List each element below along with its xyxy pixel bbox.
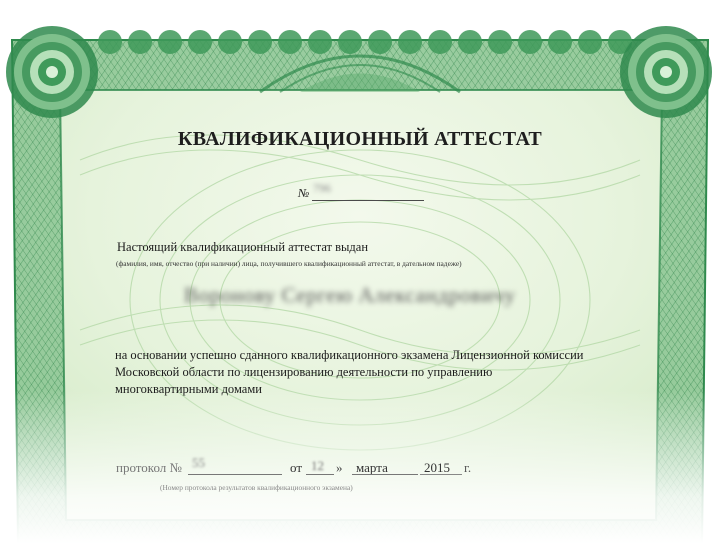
corner-rosette-right-icon (620, 26, 712, 118)
protocol-year: 2015 (424, 460, 450, 475)
year-suffix: г. (464, 460, 472, 475)
month-underline (352, 474, 418, 475)
basis-line: многоквартирными домами (115, 382, 262, 396)
protocol-number: 55 (192, 455, 205, 470)
basis-line: Московской области по лицензированию деятельности по управлению (115, 365, 493, 379)
holder-name: Воронову Сергею Александровичу (184, 283, 516, 307)
corner-rosette-left-icon (6, 26, 98, 118)
month-quote: » (336, 460, 343, 475)
protocol-label: протокол № (116, 460, 182, 475)
protocol-underline (188, 474, 282, 475)
issued-statement: Настоящий квалификационный аттестат выдан (117, 240, 369, 254)
from-label: от (290, 460, 303, 475)
certificate-number: 796 (313, 181, 331, 195)
certificate-title: КВАЛИФИКАЦИОННЫЙ АТТЕСТАТ (177, 128, 543, 150)
protocol-day: 12 (311, 458, 324, 473)
issued-note: (фамилия, имя, отчество (при наличии) лица, получившего квалификационный аттестат, в дательном падеже) (116, 259, 462, 268)
number-underline (312, 200, 424, 201)
day-underline (306, 474, 334, 475)
protocol-note: (Номер протокола результатов квалификационного экзамена) (160, 483, 353, 492)
basis-line: на основании успешно сданного квалификационного экзамена Лицензионной комиссии (115, 348, 584, 362)
number-label: № (298, 186, 310, 200)
protocol-month: марта (356, 460, 388, 475)
year-underline (420, 474, 462, 475)
